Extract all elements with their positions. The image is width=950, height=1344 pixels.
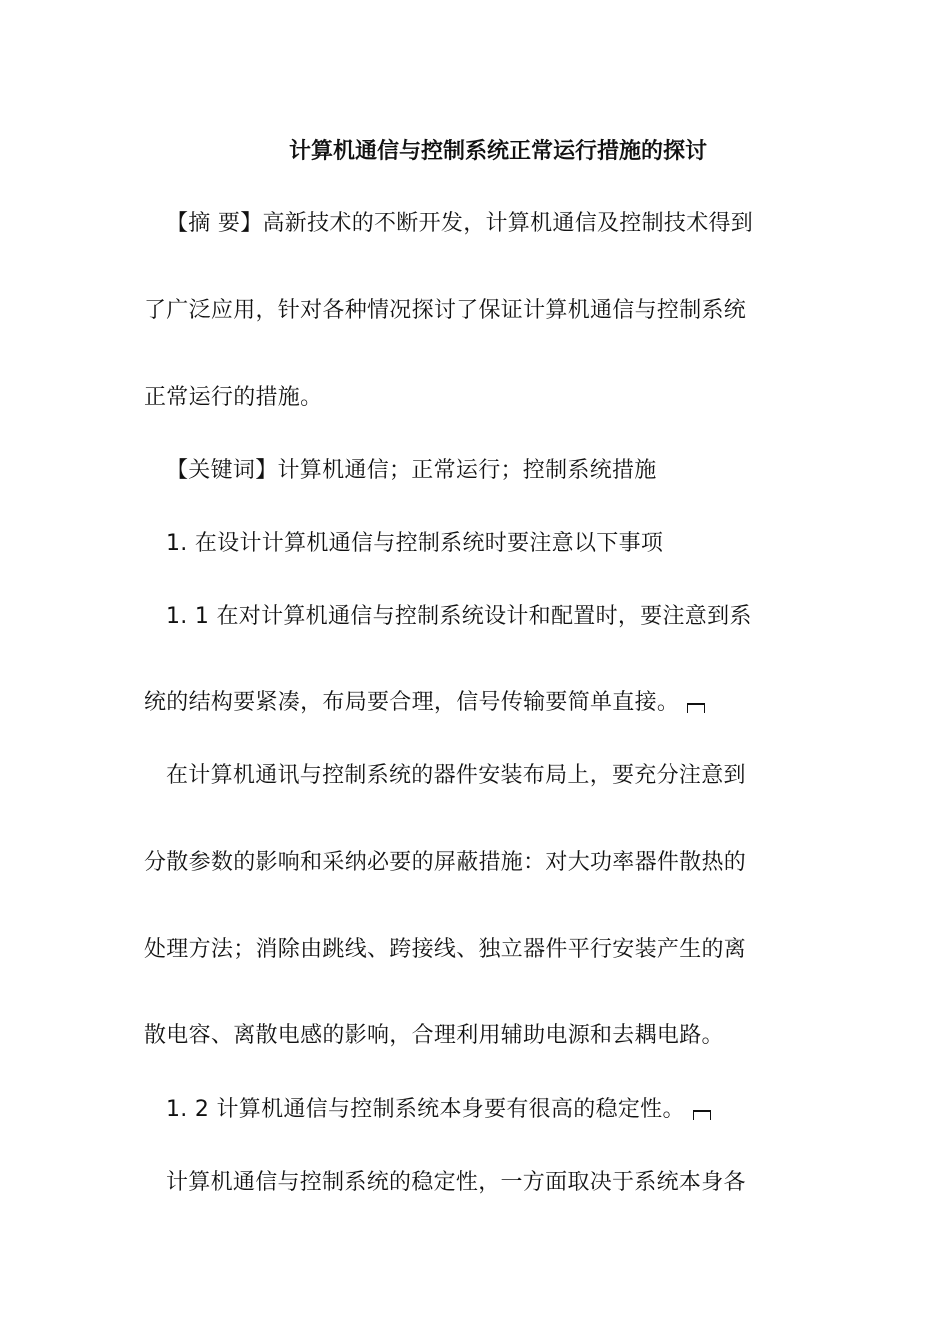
subsection-1-2-heading <box>166 1095 711 1125</box>
keywords-line: 【关键词】计算机通信；正常运行；控制系统措施 <box>166 458 657 483</box>
subsection-1-1-line-1: 1. 1 在对计算机通信与控制系统设计和配置时，要注意到系 <box>166 604 752 629</box>
subsection-1-2-heading-text: 1. 2 计算机通信与控制系统本身要有很高的稳定性。 <box>166 1097 685 1122</box>
paragraph-line-2: 分散参数的影响和采纳必要的屏蔽措施：对大功率器件散热的 <box>144 850 747 875</box>
abstract-line-3: 正常运行的措施。 <box>144 385 323 410</box>
abstract-line-1: 【摘 要】高新技术的不断开发，计算机通信及控制技术得到 <box>166 211 754 236</box>
paragraph-line-1: 在计算机通讯与控制系统的器件安装布局上，要充分注意到 <box>166 763 746 788</box>
abstract-line-2: 了广泛应用，针对各种情况探讨了保证计算机通信与控制系统 <box>144 298 747 323</box>
subsection-1-1-line-2-text: 统的结构要紧凑，布局要合理，信号传输要简单直接。 <box>144 690 680 715</box>
paragraph-line-4: 散电容、离散电感的影响，合理利用辅助电源和去耦电路。 <box>144 1023 724 1048</box>
paragraph-line-3: 处理方法；消除由跳线、跨接线、独立器件平行安装产生的离 <box>144 937 747 962</box>
subsection-1-1-line-2 <box>144 688 705 718</box>
section-heading-1: 1. 在设计计算机通信与控制系统时要注意以下事项 <box>166 531 664 556</box>
document-title: 计算机通信与控制系统正常运行措施的探讨 <box>288 139 707 164</box>
bracket-mark-icon <box>693 1110 711 1120</box>
bracket-mark-icon <box>687 703 705 713</box>
paragraph-2-line-1: 计算机通信与控制系统的稳定性，一方面取决于系统本身各 <box>166 1170 746 1195</box>
